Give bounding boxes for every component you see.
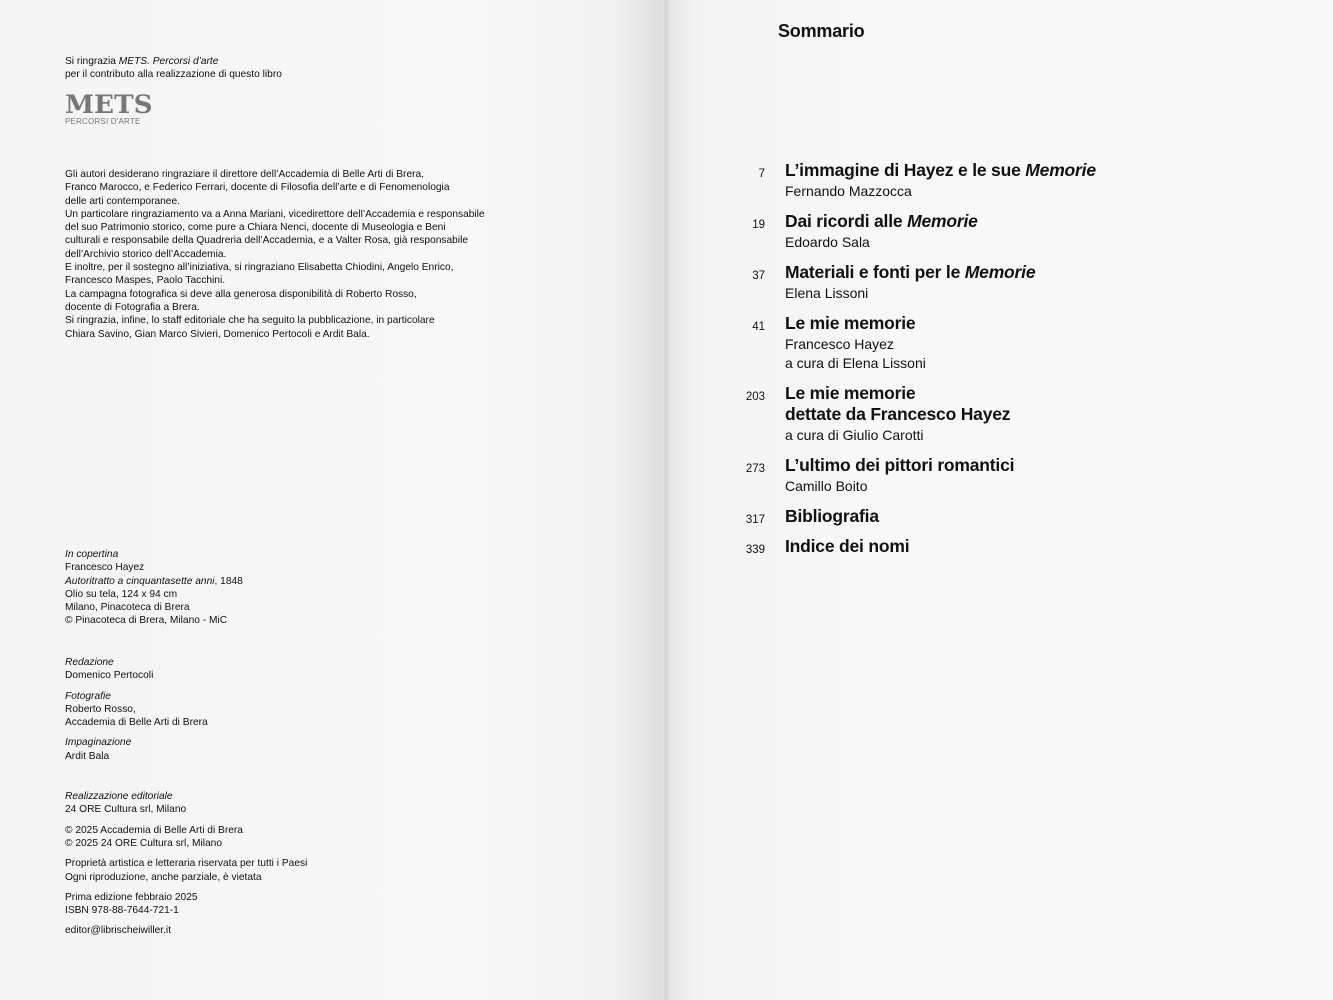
ack-line: dell’Archivio storico dell’Accademia. [65,248,227,260]
toc-author: Elena Lissoni [785,285,869,301]
credit-label: Realizzazione editoriale [65,791,173,803]
ack-line: La campagna fotografica si deve alla generosa disponibilità di Roberto Rosso, [65,288,417,300]
toc-entry-title: Bibliografia [785,506,879,526]
editorial-credits [65,656,307,945]
toc-editor: a cura di Giulio Carotti [785,427,924,443]
credit-redazione [65,656,307,683]
toc-author: Francesco Hayez [785,336,894,352]
ack-line: Un particolare ringraziamento va a Anna Mariani, vicedirettore dell’Accademia e responsabile [65,208,485,220]
toc-title-text: Dai ricordi alle [785,211,908,231]
thanks-text: Si ringrazia [65,56,119,67]
cover-artist: Francesco Hayez [65,562,145,574]
spacer [65,770,307,790]
ack-line: Francesco Maspes, Paolo Tacchini. [65,275,226,287]
toc-author: Camillo Boito [785,478,868,494]
credit-label: Fotografie [65,690,111,702]
credit-value: Domenico Pertocoli [65,670,154,682]
toc-page-number: 339 [745,544,765,556]
credit-fotografie [65,690,307,730]
toc-entry-title [785,262,1290,283]
book-gutter [662,0,670,1000]
rights-line: Ogni riproduzione, anche parziale, è vietata [65,871,262,883]
copyright [65,824,307,851]
cover-label: In copertina [65,549,119,560]
toc-entry-title [785,211,1290,232]
cover-work [65,575,243,588]
credit-realizzazione [65,790,307,817]
logo-subtitle: PERCORSI D'ARTE [65,117,141,126]
edition-line: Prima edizione febbraio 2025 [65,891,198,903]
toc-author: Edoardo Sala [785,234,870,250]
credit-value: Roberto Rosso, [65,703,136,715]
toc-editor: a cura di Elena Lissoni [785,355,926,371]
cover-location: Milano, Pinacoteca di Brera [65,602,190,614]
credit-impaginazione [65,736,307,763]
toc-title-emphasis: Memorie [907,211,978,231]
toc-entry [730,160,1290,200]
toc-entry-title-line-2: dettate da Francesco Hayez [785,404,1011,424]
ack-line: del suo Patrimonio storico, come pure a Chiara Nenci, docente di Museologia e Beni [65,222,446,234]
toc-entry [730,211,1290,251]
table-of-contents [730,160,1290,566]
cover-medium: Olio su tela, 124 x 94 cm [65,588,178,600]
credit-value: 24 ORE Cultura srl, Milano [65,804,187,816]
toc-entry-title: Le mie memorie [785,383,916,403]
toc-title-emphasis: Memorie [1025,160,1096,180]
publisher-email: editor@librischeiwiller.it [65,925,172,937]
credit-value: Accademia di Belle Arti di Brera [65,717,208,729]
ack-line: Chiara Savino, Gian Marco Sivieri, Domenico Pertocoli e Ardit Bala. [65,328,370,340]
ack-line: Gli autori desiderano ringraziare il direttore dell’Accademia di Belle Arti di Brera, [65,169,424,180]
toc-entry [730,506,1290,527]
toc-entry [730,536,1290,557]
contents-title: Sommario [778,21,865,41]
copyright-line: © 2025 24 ORE Cultura srl, Milano [65,837,222,849]
toc-page-number: 273 [745,463,765,475]
sponsor-thanks-line-1 [65,55,282,68]
sponsor-thanks-line-2: per il contributo alla realizzazione di questo libro [65,69,282,81]
toc-entry-title: Indice dei nomi [785,536,910,556]
colophon-page [0,0,666,1000]
rights-notice [65,857,307,884]
toc-entry [730,455,1290,495]
toc-entry-title: L’ultimo dei pittori romantici [785,455,1015,475]
acknowledgements [65,168,515,341]
credit-label: Redazione [65,657,114,668]
toc-entry-title: Le mie memorie [785,313,916,333]
toc-page-number: 203 [745,391,765,403]
ack-line: docente di Fotografia a Brera. [65,301,200,313]
toc-author: Fernando Mazzocca [785,183,912,199]
ack-line: Si ringrazia, infine, lo staff editoriale che ha seguito la pubblicazione, in particolare [65,315,435,327]
toc-page-number: 37 [752,270,765,282]
toc-entry [730,313,1290,372]
toc-entry-title [785,160,1290,181]
ack-line: E inoltre, per il sostegno all’iniziativa, si ringraziano Elisabetta Chiodini, Angelo Enrico, [65,262,454,274]
isbn: ISBN 978-88-7644-721-1 [65,905,179,917]
mets-logo [65,90,153,127]
ack-line: culturali e responsabile della Quadreria dell’Accademia, e a Valter Rosa, già responsabile [65,235,469,247]
toc-title-text: L’immagine di Hayez e le sue [785,160,1026,180]
toc-entry [730,262,1290,302]
credit-value: Ardit Bala [65,750,110,762]
credit-label: Impaginazione [65,737,132,749]
toc-page-number: 41 [752,321,765,333]
toc-page-number: 7 [758,168,765,180]
toc-title-text: Materiali e fonti per le [785,262,965,282]
toc-page-number: 317 [745,514,765,526]
edition-info [65,891,307,918]
toc-page-number: 19 [752,219,765,231]
toc-entry [730,383,1290,444]
sponsor-name: METS. Percorsi d’arte [118,56,219,67]
cover-credit [65,548,243,628]
contact [65,924,307,937]
rights-line: Proprietà artistica e letteraria riservata per tutti i Paesi [65,858,308,870]
ack-line: Franco Marocco, e Federico Ferrari, docente di Filosofia dell’arte e di Fenomenologia [65,182,450,194]
sponsor-thanks [65,55,282,82]
cover-work-year: , 1848 [214,575,243,587]
cover-rights: © Pinacoteca di Brera, Milano - MiC [65,615,228,627]
cover-work-title: Autoritratto a cinquantasette anni [65,575,215,587]
copyright-line: © 2025 Accademia di Belle Arti di Brera [65,824,243,836]
ack-line: delle arti contemporanee. [65,195,180,207]
logo-wordmark: METS [65,90,153,119]
toc-title-emphasis: Memorie [964,262,1036,282]
